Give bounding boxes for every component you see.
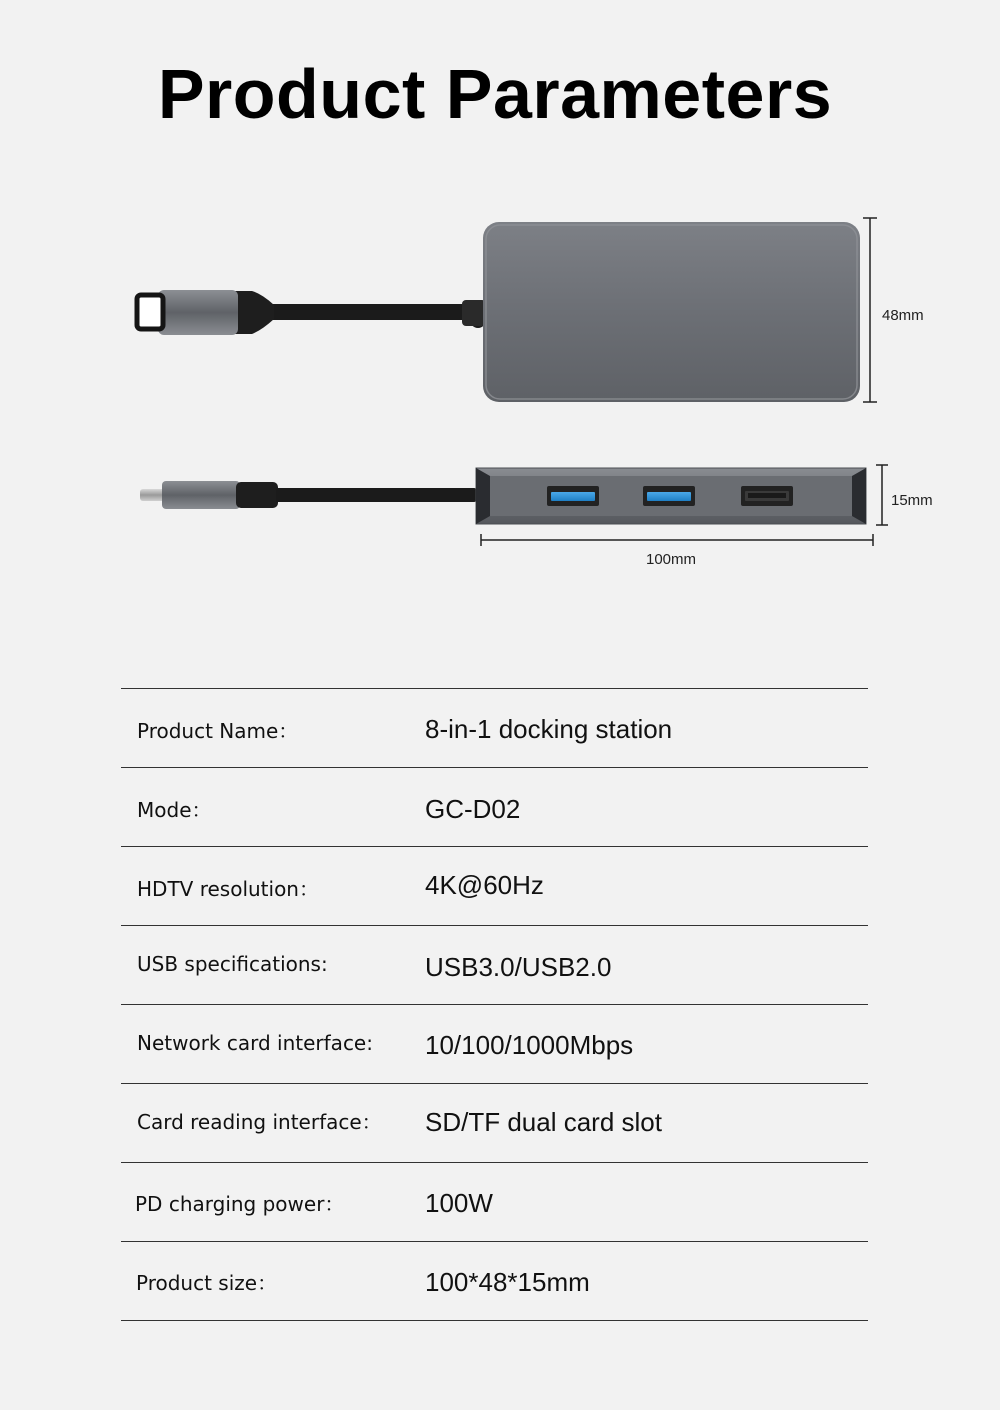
spec-value: 100*48*15mm [425,1267,590,1297]
thickness-dimension [876,465,933,525]
spec-label: HDTV resolution： [137,877,319,901]
spec-row-mode [121,767,868,846]
spec-row-pd-charging-power [121,1162,868,1241]
spec-row-hdtv-resolution [121,846,868,925]
spec-value: 8-in-1 docking station [425,714,673,744]
spec-label: Mode： [137,798,212,822]
height-dimension [863,218,924,402]
thickness-dimension-label: 15mm [891,492,933,509]
spec-label: PD charging power： [135,1192,345,1216]
spec-row-product-size [121,1241,868,1321]
spec-label: Product size： [136,1271,278,1295]
page-title: Product Parameters [157,55,833,133]
spec-value: SD/TF dual card slot [425,1107,662,1137]
product-dimension-drawing [0,200,1000,590]
spec-table [121,688,868,1321]
spec-label: Card reading interface： [137,1110,382,1134]
usb-c-plug-housing-top [158,290,238,335]
length-dimension-label: 100mm [646,551,697,568]
spec-row-card-reading-interface [121,1083,868,1162]
spec-value: GC-D02 [425,794,521,824]
spec-row-product-name [121,688,868,767]
spec-label: USB specifications: [137,952,328,976]
usb-c-plug-housing-side [162,481,240,509]
spec-row-network-card-interface [121,1004,868,1083]
spec-value: 4K@60Hz [425,870,544,900]
spec-label: Product Name： [137,719,299,743]
spec-value: 100W [425,1188,493,1218]
usb-c-connector-tip-top [137,295,163,329]
hub-body-top [483,222,860,402]
spec-label: Network card interface: [137,1031,373,1055]
cable-top-view [268,312,478,320]
spec-value: USB3.0/USB2.0 [425,952,612,982]
plug-strain-relief-side [236,482,278,508]
usb-port-1 [547,486,599,506]
card-slot [741,486,793,506]
usb-port-2 [643,486,695,506]
hub-top-view [137,222,860,402]
height-dimension-label: 48mm [882,307,924,324]
spec-value: 10/100/1000Mbps [425,1030,634,1060]
length-dimension [481,534,873,568]
hub-side-view [140,468,866,524]
cable-side-view [276,488,476,502]
spec-row-usb-specifications [121,925,868,1004]
